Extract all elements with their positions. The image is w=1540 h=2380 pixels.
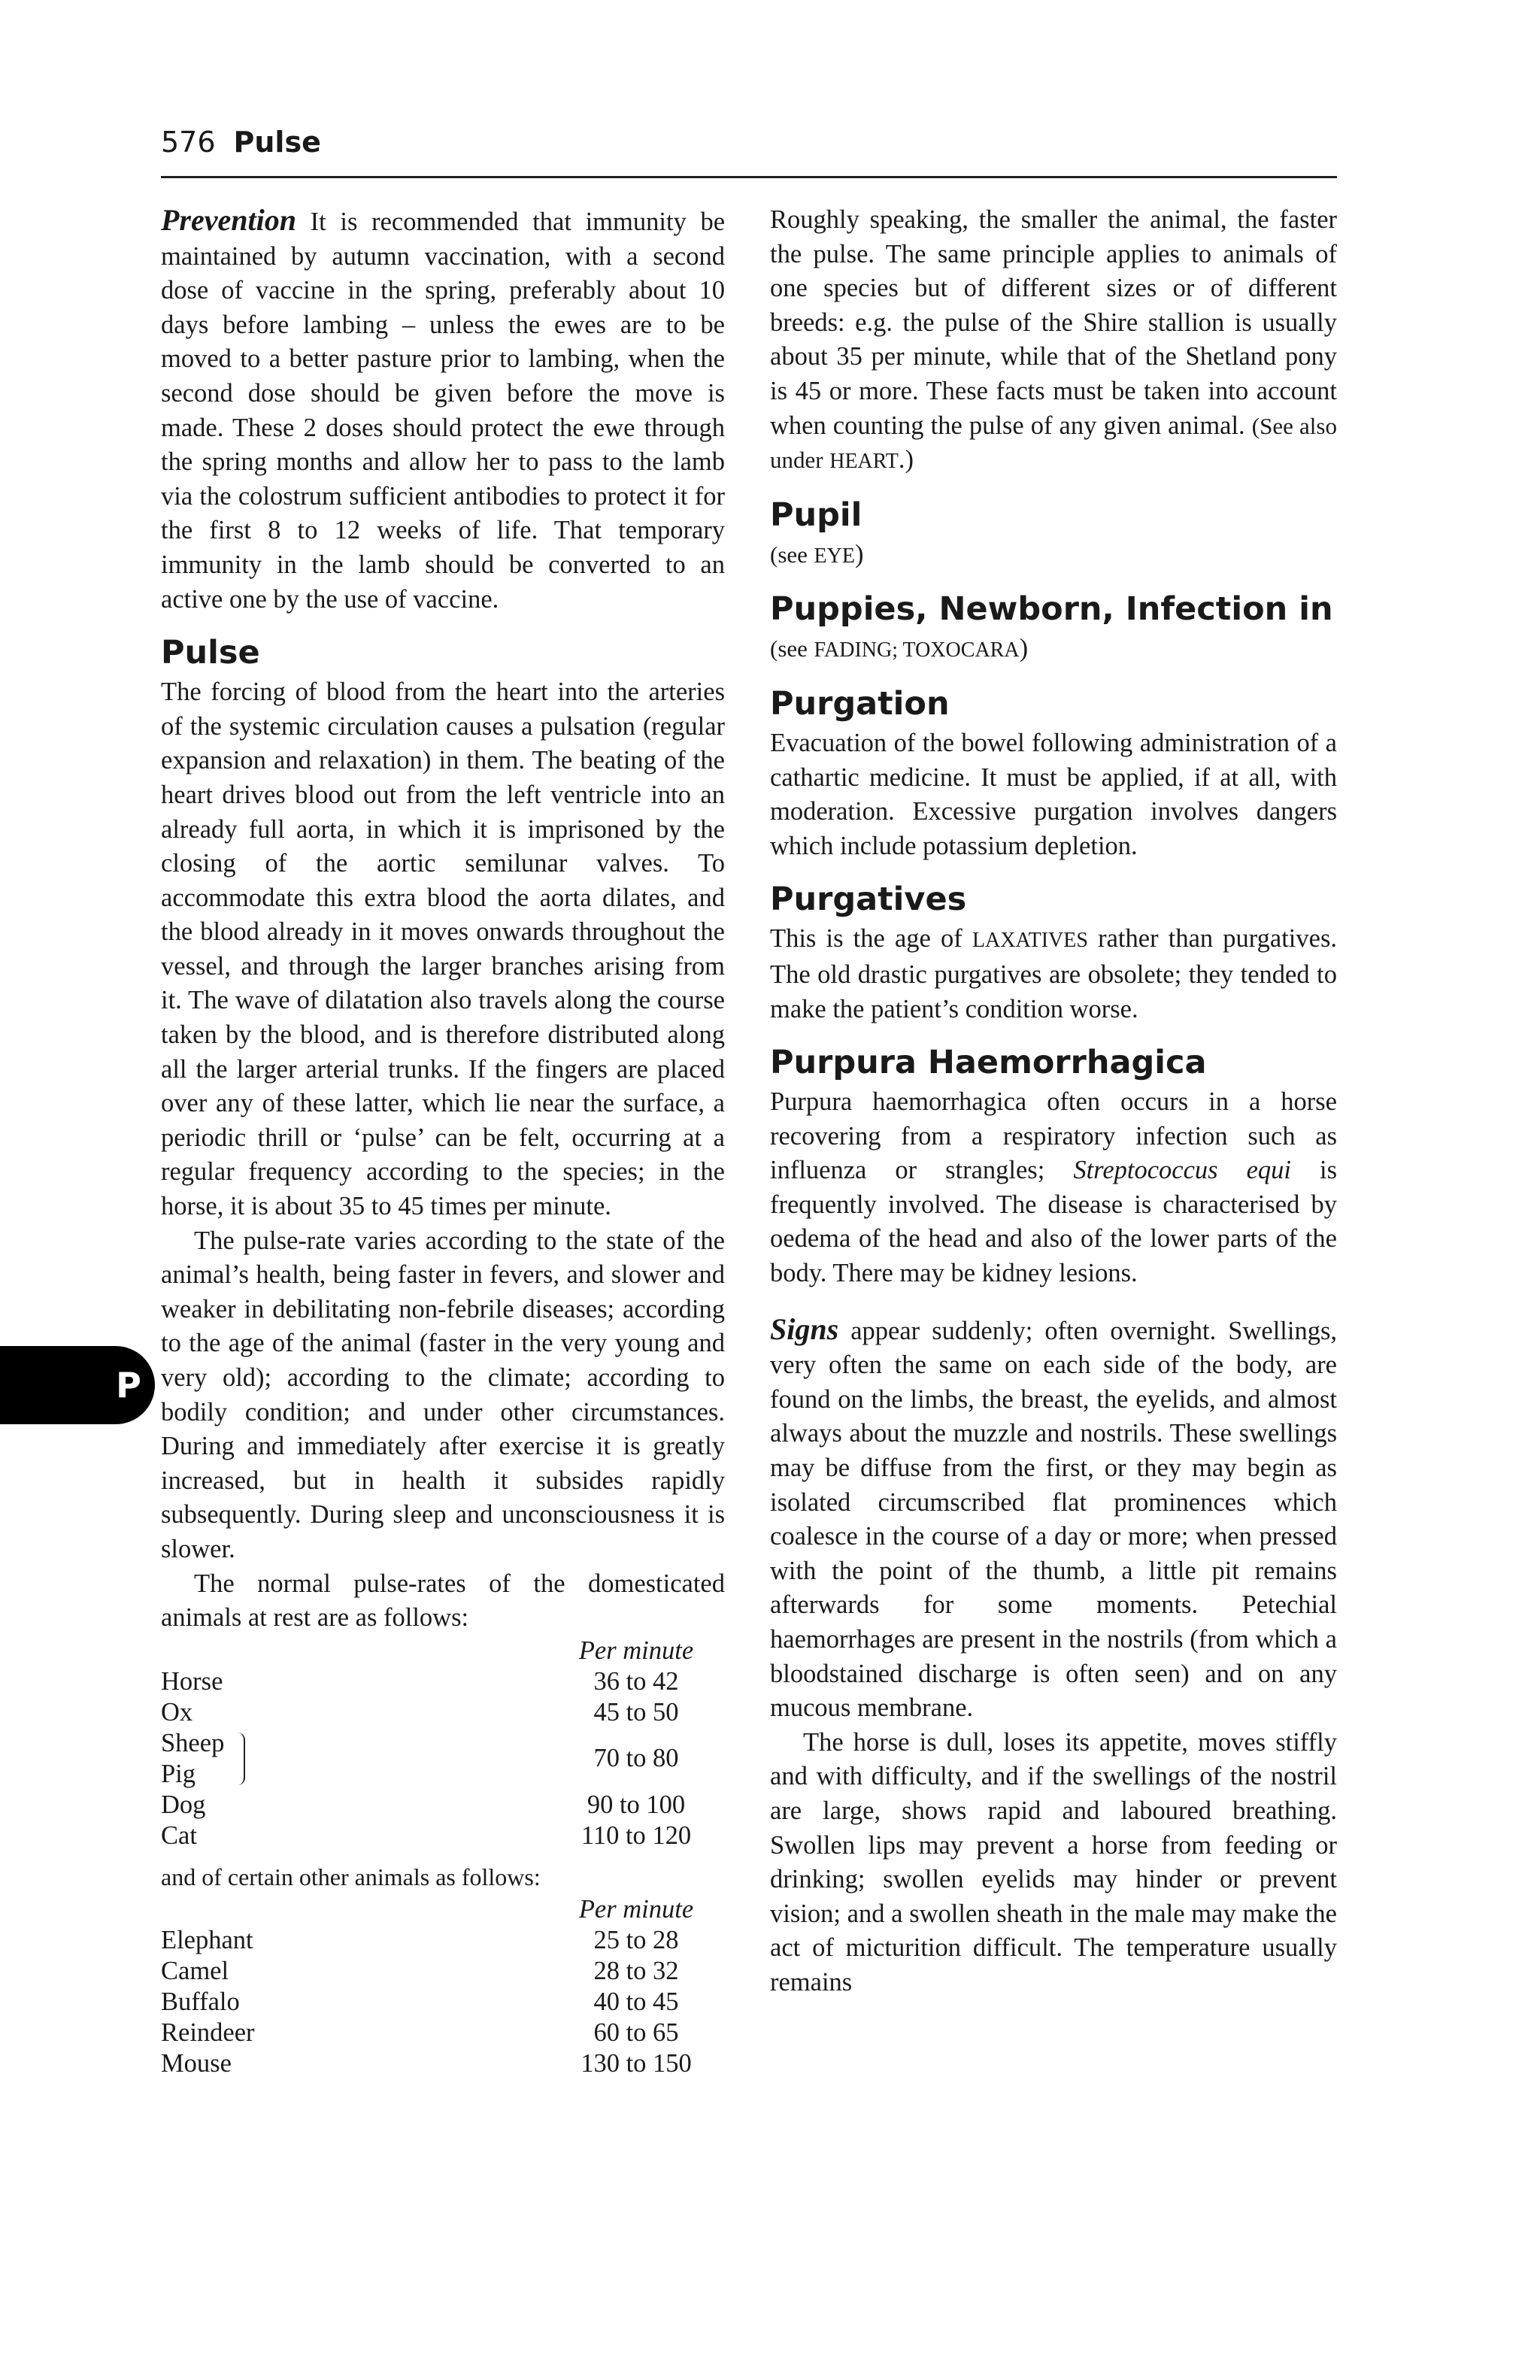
purgatives-paragraph	[770, 922, 1337, 1026]
prevention-label: Prevention	[161, 203, 296, 237]
heading-pupil: Pupil	[770, 496, 862, 534]
purpura-text-post: is frequently involved. The disease is characterised by oedema of the head and also of the lower parts of the body. There may be kidney lesions.	[770, 1156, 1338, 1288]
table-row	[161, 2018, 719, 2048]
rate-value: 110 to 120	[581, 1821, 692, 1850]
rate-value: 40 to 45	[593, 1987, 679, 2017]
rate-value: 25 to 28	[593, 1926, 679, 1955]
animal-name: Mouse	[161, 2049, 232, 2078]
pulse-paragraph-1: The forcing of blood from the heart into the arteries of the systemic circulation causes a pulsation (regular expansion and relaxation) in them. The beating of the heart drives blood out from the left ventricle into an already full aorta, in which it is imprisoned by the closing of the aortic semilunar valves. To accommodate this extra blood the aorta dilates, and the blood already in it moves onwards throughout the vessel, and through the larger branches arising from it. The wave of dilatation also travels along the course taken by the blood, and is therefore distributed along all the larger arterial trunks. If the fingers are placed over any of these latter, which lie near the surface, a periodic thrill or ‘pulse’ can be felt, occurring at a regular frequency according to the species; in the horse, it is about 35 to 45 times per minute.	[161, 678, 725, 1221]
rate-value: 36 to 42	[593, 1666, 679, 1696]
purgatives-text-post: rather than purgatives. The old drastic purgatives are obsolete; they tended to make the patient’s condition worse.	[770, 924, 1338, 1023]
rate-value: 60 to 65	[593, 2018, 679, 2048]
table-row	[161, 1790, 719, 1821]
heading-purgation: Purgation	[770, 684, 950, 723]
see-text: (see	[770, 541, 808, 568]
animal-name: Elephant	[161, 1926, 253, 1955]
animal-name: Ox	[161, 1697, 193, 1727]
rate-value: 90 to 100	[587, 1790, 686, 1819]
table-row	[161, 1697, 719, 1728]
running-header	[161, 125, 1337, 178]
pulse-rates-other-table	[161, 1894, 719, 2079]
purpura-text-pre: Purpura haemorrhagica often occurs in a horse recovering from a respiratory infection such as influenza or strangles;	[770, 1087, 1337, 1185]
table-row	[161, 1956, 719, 1987]
rate-value: 70 to 80	[593, 1744, 679, 1773]
species-name: Streptococcus equi	[1073, 1156, 1291, 1185]
brace-cell	[161, 1728, 448, 1759]
per-minute-header: Per minute	[578, 1895, 694, 1924]
purpura-paragraph	[770, 1085, 1337, 1291]
pulse-paragraph-3: The normal pulse-rates of the domesticated animals at rest are as follows:	[161, 1569, 725, 1633]
animal-name: Sheep	[161, 1728, 225, 1757]
page-number: 576	[161, 126, 216, 159]
signs-paragraph-2: The horse is dull, loses its appetite, moves stiffly and with difficulty, and if the swellings of the nostril are large, shows rapid and laboured breathing. Swollen lips may prevent a horse from feeding or drinking; swollen eyelids may hinder or prevent vision; and a swollen sheath in the male may make the act of micturition difficult. The temperature usually remains	[770, 1727, 1337, 1996]
animal-name: Camel	[161, 1957, 229, 1986]
heading-pulse: Pulse	[161, 634, 260, 672]
prevention-paragraph	[161, 203, 725, 617]
see-also-text: (See also under	[770, 412, 1337, 474]
signs-label: Signs	[770, 1311, 839, 1346]
animal-name: Horse	[161, 1666, 223, 1696]
cross-reference-fading-toxocara: FADING; TOXOCARA	[814, 638, 1020, 662]
see-also-close: .)	[898, 445, 914, 474]
left-column	[161, 203, 725, 2079]
heading-purgatives: Purgatives	[770, 881, 967, 919]
pulse-continuation-paragraph	[770, 203, 1337, 479]
pupil-see-line	[770, 538, 1337, 574]
pulse-continuation-text: Roughly speaking, the smaller the animal, the faster the pulse. The same principle applies to animals of one species but of different sizes or of different breeds: e.g. the pulse of the Shire stallion is usually about 35 per minute, while that of the Shetland pony is 45 or more. These facts must be taken into account when counting the pulse of any given animal.	[770, 205, 1337, 440]
animal-name: Buffalo	[161, 1987, 240, 2017]
cross-reference-laxatives: LAXATIVES	[972, 929, 1088, 953]
rate-value: 130 to 150	[581, 2049, 692, 2078]
see-close: )	[1019, 634, 1029, 663]
table-row	[161, 1821, 719, 1851]
table-header-row	[161, 1894, 719, 1925]
puppies-see-line	[770, 632, 1337, 668]
signs-paragraph	[770, 1312, 1337, 1726]
table-row	[161, 1987, 719, 2018]
prevention-text: It is recommended that immunity be maintained by autumn vaccination, with a second dose of vaccine in the spring, preferably about 10 days before lambing – unless the ewes are to be moved to a better pasture prior to lambing, when the second dose should be given before the move is made. These 2 doses should protect the ewe through the spring months and allow her to pass to the lamb via the colostrum sufficient antibodies to protect it for the first 8 to 12 weeks of life. That temporary immunity in the lamb should be converted to an active one by the use of vaccine.	[161, 208, 726, 614]
signs-text: appear suddenly; often overnight. Swellings, very often the same on each side of the body, are found on the limbs, the breast, the eyelids, and almost always about the muzzle and nostrils. These swellings may be diffuse from the first, or they may begin as isolated circumscribed flat prominences which coalesce in the course of a day or more; when pressed with the point of the thumb, a little pit remains afterwards for some moments. Petechial haemorrhages are present in the nostrils (from which a bloodstained discharge is often seen) and on any mucous membrane.	[770, 1316, 1338, 1723]
purgatives-text-pre: This is the age of	[770, 924, 962, 954]
heading-puppies: Puppies, Newborn, Infection in	[770, 590, 1333, 629]
cross-reference-heart: HEART	[829, 450, 899, 474]
cross-reference-eye: EYE	[814, 544, 855, 568]
thumb-index-tab	[0, 1346, 155, 1424]
table-row	[161, 1925, 719, 1956]
right-column	[770, 203, 1337, 2000]
thumb-index-letter: P	[116, 1365, 141, 1405]
table-row	[161, 2048, 719, 2079]
rate-value: 28 to 32	[593, 1957, 679, 1986]
table2-intro: and of certain other animals as follows:	[161, 1863, 541, 1890]
see-text: (see	[770, 635, 808, 662]
see-close: )	[854, 539, 864, 568]
animal-name: Reindeer	[161, 2018, 255, 2048]
table-row	[161, 1728, 719, 1759]
heading-purpura-haemorrhagica: Purpura Haemorrhagica	[770, 1044, 1207, 1082]
table-row	[161, 1666, 719, 1697]
pulse-paragraph-2: The pulse-rate varies according to the state of the animal’s health, being faster in fevers, and slower and weaker in debilitating non-febrile diseases; according to the age of the animal (faster in the very young and very old); according to the climate; according to bodily condition; and under other circumstances. During and immediately after exercise it is greatly increased, but in health it subsides rapidly subsequently. During sleep and unconsciousness it is slower.	[161, 1226, 725, 1563]
table-header-row	[161, 1636, 719, 1666]
animal-name: Dog	[161, 1790, 206, 1819]
running-title: Pulse	[233, 126, 321, 159]
brace-mark	[233, 1733, 245, 1785]
animal-name: Pig	[161, 1759, 196, 1788]
animal-name: Cat	[161, 1821, 197, 1850]
per-minute-header: Per minute	[578, 1636, 694, 1665]
purgation-paragraph: Evacuation of the bowel following administration of a cathartic medicine. It must be applied, if at all, with moderation. Excessive purgation involves dangers which include potassium depletion.	[770, 728, 1337, 860]
pulse-rates-domestic-table	[161, 1636, 719, 1851]
rate-value: 45 to 50	[593, 1697, 679, 1727]
